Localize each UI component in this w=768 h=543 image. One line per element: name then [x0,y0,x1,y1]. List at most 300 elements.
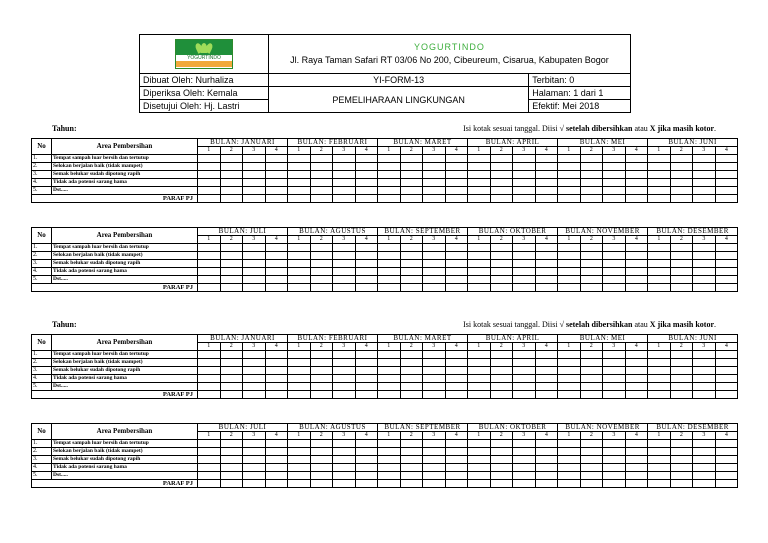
check-cell[interactable] [490,359,513,367]
paraf-cell[interactable] [468,284,491,292]
check-cell[interactable] [490,179,513,187]
check-cell[interactable] [535,155,558,163]
check-cell[interactable] [535,464,558,472]
check-cell[interactable] [535,472,558,480]
check-cell[interactable] [715,276,738,284]
check-cell[interactable] [265,179,288,187]
check-cell[interactable] [490,456,513,464]
check-cell[interactable] [310,171,333,179]
check-cell[interactable] [220,252,243,260]
check-cell[interactable] [378,260,401,268]
check-cell[interactable] [535,163,558,171]
check-cell[interactable] [580,187,603,195]
check-cell[interactable] [648,276,671,284]
check-cell[interactable] [580,171,603,179]
check-cell[interactable] [445,260,468,268]
check-cell[interactable] [378,268,401,276]
check-cell[interactable] [355,252,378,260]
check-cell[interactable] [400,375,423,383]
check-cell[interactable] [693,464,716,472]
check-cell[interactable] [580,260,603,268]
check-cell[interactable] [310,448,333,456]
check-cell[interactable] [355,383,378,391]
check-cell[interactable] [468,456,491,464]
check-cell[interactable] [513,187,536,195]
check-cell[interactable] [693,440,716,448]
check-cell[interactable] [310,268,333,276]
paraf-cell[interactable] [693,284,716,292]
check-cell[interactable] [490,448,513,456]
check-cell[interactable] [693,448,716,456]
check-cell[interactable] [333,260,356,268]
check-cell[interactable] [265,276,288,284]
check-cell[interactable] [670,375,693,383]
paraf-cell[interactable] [243,391,266,399]
check-cell[interactable] [445,440,468,448]
check-cell[interactable] [603,187,626,195]
check-cell[interactable] [535,276,558,284]
check-cell[interactable] [333,472,356,480]
check-cell[interactable] [603,359,626,367]
paraf-cell[interactable] [333,480,356,488]
paraf-cell[interactable] [625,284,648,292]
check-cell[interactable] [445,456,468,464]
check-cell[interactable] [603,155,626,163]
paraf-cell[interactable] [693,391,716,399]
check-cell[interactable] [333,268,356,276]
check-cell[interactable] [400,252,423,260]
check-cell[interactable] [670,163,693,171]
paraf-cell[interactable] [625,391,648,399]
check-cell[interactable] [243,260,266,268]
paraf-cell[interactable] [288,284,311,292]
check-cell[interactable] [648,171,671,179]
check-cell[interactable] [513,163,536,171]
check-cell[interactable] [535,244,558,252]
check-cell[interactable] [580,367,603,375]
check-cell[interactable] [693,179,716,187]
check-cell[interactable] [310,359,333,367]
check-cell[interactable] [603,276,626,284]
paraf-cell[interactable] [670,480,693,488]
paraf-cell[interactable] [445,480,468,488]
paraf-cell[interactable] [670,195,693,203]
paraf-cell[interactable] [355,391,378,399]
check-cell[interactable] [670,367,693,375]
check-cell[interactable] [400,464,423,472]
check-cell[interactable] [220,383,243,391]
check-cell[interactable] [693,260,716,268]
check-cell[interactable] [198,440,221,448]
paraf-cell[interactable] [648,480,671,488]
check-cell[interactable] [490,351,513,359]
check-cell[interactable] [310,464,333,472]
paraf-cell[interactable] [513,480,536,488]
check-cell[interactable] [333,155,356,163]
check-cell[interactable] [265,260,288,268]
check-cell[interactable] [490,187,513,195]
check-cell[interactable] [625,440,648,448]
check-cell[interactable] [535,440,558,448]
check-cell[interactable] [490,367,513,375]
check-cell[interactable] [400,268,423,276]
check-cell[interactable] [468,383,491,391]
paraf-cell[interactable] [355,284,378,292]
check-cell[interactable] [378,187,401,195]
paraf-cell[interactable] [580,195,603,203]
check-cell[interactable] [625,456,648,464]
check-cell[interactable] [265,252,288,260]
check-cell[interactable] [625,268,648,276]
check-cell[interactable] [603,464,626,472]
check-cell[interactable] [648,383,671,391]
check-cell[interactable] [378,276,401,284]
check-cell[interactable] [535,367,558,375]
check-cell[interactable] [670,252,693,260]
check-cell[interactable] [625,383,648,391]
check-cell[interactable] [288,375,311,383]
paraf-cell[interactable] [378,480,401,488]
check-cell[interactable] [670,260,693,268]
check-cell[interactable] [220,171,243,179]
check-cell[interactable] [423,187,446,195]
check-cell[interactable] [400,179,423,187]
check-cell[interactable] [265,155,288,163]
check-cell[interactable] [423,252,446,260]
check-cell[interactable] [355,187,378,195]
paraf-cell[interactable] [693,195,716,203]
check-cell[interactable] [558,163,581,171]
paraf-cell[interactable] [378,391,401,399]
check-cell[interactable] [625,375,648,383]
paraf-cell[interactable] [490,480,513,488]
paraf-cell[interactable] [513,195,536,203]
check-cell[interactable] [490,252,513,260]
check-cell[interactable] [378,163,401,171]
paraf-cell[interactable] [265,195,288,203]
check-cell[interactable] [558,383,581,391]
check-cell[interactable] [535,171,558,179]
check-cell[interactable] [670,171,693,179]
check-cell[interactable] [670,276,693,284]
check-cell[interactable] [400,276,423,284]
check-cell[interactable] [535,260,558,268]
check-cell[interactable] [625,367,648,375]
check-cell[interactable] [580,440,603,448]
check-cell[interactable] [288,456,311,464]
check-cell[interactable] [670,187,693,195]
check-cell[interactable] [445,163,468,171]
check-cell[interactable] [423,472,446,480]
check-cell[interactable] [693,244,716,252]
check-cell[interactable] [445,179,468,187]
paraf-cell[interactable] [400,195,423,203]
check-cell[interactable] [445,171,468,179]
check-cell[interactable] [310,244,333,252]
check-cell[interactable] [265,383,288,391]
check-cell[interactable] [715,456,738,464]
check-cell[interactable] [580,456,603,464]
check-cell[interactable] [693,359,716,367]
check-cell[interactable] [265,472,288,480]
check-cell[interactable] [243,383,266,391]
check-cell[interactable] [288,163,311,171]
paraf-cell[interactable] [535,480,558,488]
check-cell[interactable] [468,351,491,359]
check-cell[interactable] [670,448,693,456]
check-cell[interactable] [400,187,423,195]
check-cell[interactable] [333,440,356,448]
check-cell[interactable] [603,351,626,359]
check-cell[interactable] [243,440,266,448]
check-cell[interactable] [603,179,626,187]
paraf-cell[interactable] [558,391,581,399]
check-cell[interactable] [355,375,378,383]
check-cell[interactable] [243,375,266,383]
check-cell[interactable] [580,276,603,284]
check-cell[interactable] [490,375,513,383]
check-cell[interactable] [648,440,671,448]
check-cell[interactable] [220,260,243,268]
paraf-cell[interactable] [603,480,626,488]
check-cell[interactable] [288,448,311,456]
check-cell[interactable] [468,375,491,383]
check-cell[interactable] [355,351,378,359]
check-cell[interactable] [468,163,491,171]
check-cell[interactable] [693,171,716,179]
paraf-cell[interactable] [355,480,378,488]
check-cell[interactable] [265,171,288,179]
check-cell[interactable] [333,179,356,187]
check-cell[interactable] [558,244,581,252]
check-cell[interactable] [648,155,671,163]
check-cell[interactable] [490,171,513,179]
check-cell[interactable] [355,260,378,268]
check-cell[interactable] [198,359,221,367]
check-cell[interactable] [355,472,378,480]
check-cell[interactable] [400,171,423,179]
check-cell[interactable] [220,351,243,359]
check-cell[interactable] [220,187,243,195]
check-cell[interactable] [513,276,536,284]
check-cell[interactable] [625,163,648,171]
check-cell[interactable] [198,456,221,464]
check-cell[interactable] [468,244,491,252]
paraf-cell[interactable] [580,391,603,399]
check-cell[interactable] [378,351,401,359]
check-cell[interactable] [670,383,693,391]
check-cell[interactable] [243,244,266,252]
check-cell[interactable] [693,351,716,359]
check-cell[interactable] [558,179,581,187]
check-cell[interactable] [513,367,536,375]
check-cell[interactable] [400,448,423,456]
check-cell[interactable] [513,179,536,187]
check-cell[interactable] [535,351,558,359]
check-cell[interactable] [445,244,468,252]
check-cell[interactable] [198,464,221,472]
check-cell[interactable] [288,383,311,391]
paraf-cell[interactable] [423,195,446,203]
paraf-cell[interactable] [310,480,333,488]
check-cell[interactable] [693,276,716,284]
check-cell[interactable] [423,383,446,391]
check-cell[interactable] [558,448,581,456]
check-cell[interactable] [513,171,536,179]
check-cell[interactable] [513,268,536,276]
check-cell[interactable] [198,375,221,383]
check-cell[interactable] [580,252,603,260]
check-cell[interactable] [310,472,333,480]
check-cell[interactable] [625,448,648,456]
check-cell[interactable] [580,448,603,456]
check-cell[interactable] [288,252,311,260]
check-cell[interactable] [648,351,671,359]
paraf-cell[interactable] [558,195,581,203]
check-cell[interactable] [445,351,468,359]
check-cell[interactable] [198,383,221,391]
check-cell[interactable] [198,276,221,284]
check-cell[interactable] [580,244,603,252]
check-cell[interactable] [288,359,311,367]
check-cell[interactable] [243,367,266,375]
paraf-cell[interactable] [670,391,693,399]
check-cell[interactable] [243,268,266,276]
check-cell[interactable] [558,171,581,179]
check-cell[interactable] [603,268,626,276]
paraf-cell[interactable] [625,195,648,203]
check-cell[interactable] [310,276,333,284]
paraf-cell[interactable] [535,195,558,203]
check-cell[interactable] [535,252,558,260]
check-cell[interactable] [423,155,446,163]
check-cell[interactable] [513,375,536,383]
check-cell[interactable] [468,440,491,448]
check-cell[interactable] [468,464,491,472]
check-cell[interactable] [198,163,221,171]
paraf-cell[interactable] [400,391,423,399]
check-cell[interactable] [513,464,536,472]
check-cell[interactable] [648,448,671,456]
check-cell[interactable] [400,383,423,391]
paraf-cell[interactable] [490,284,513,292]
check-cell[interactable] [355,163,378,171]
check-cell[interactable] [220,448,243,456]
check-cell[interactable] [333,359,356,367]
paraf-cell[interactable] [648,391,671,399]
paraf-cell[interactable] [535,391,558,399]
check-cell[interactable] [243,472,266,480]
check-cell[interactable] [378,359,401,367]
check-cell[interactable] [423,171,446,179]
check-cell[interactable] [288,440,311,448]
paraf-cell[interactable] [243,480,266,488]
check-cell[interactable] [715,367,738,375]
check-cell[interactable] [558,268,581,276]
check-cell[interactable] [558,440,581,448]
check-cell[interactable] [333,187,356,195]
check-cell[interactable] [468,187,491,195]
paraf-cell[interactable] [333,195,356,203]
check-cell[interactable] [355,367,378,375]
check-cell[interactable] [355,171,378,179]
check-cell[interactable] [693,268,716,276]
check-cell[interactable] [445,367,468,375]
check-cell[interactable] [535,448,558,456]
check-cell[interactable] [715,155,738,163]
paraf-cell[interactable] [580,284,603,292]
check-cell[interactable] [558,464,581,472]
check-cell[interactable] [288,244,311,252]
check-cell[interactable] [558,187,581,195]
check-cell[interactable] [423,244,446,252]
check-cell[interactable] [310,440,333,448]
check-cell[interactable] [400,163,423,171]
check-cell[interactable] [490,244,513,252]
paraf-cell[interactable] [625,480,648,488]
check-cell[interactable] [198,260,221,268]
check-cell[interactable] [558,252,581,260]
check-cell[interactable] [648,375,671,383]
paraf-cell[interactable] [715,391,738,399]
check-cell[interactable] [333,252,356,260]
check-cell[interactable] [648,244,671,252]
check-cell[interactable] [378,456,401,464]
check-cell[interactable] [310,252,333,260]
check-cell[interactable] [243,171,266,179]
paraf-cell[interactable] [378,195,401,203]
check-cell[interactable] [288,472,311,480]
check-cell[interactable] [603,367,626,375]
check-cell[interactable] [378,252,401,260]
check-cell[interactable] [310,187,333,195]
check-cell[interactable] [333,163,356,171]
paraf-cell[interactable] [423,284,446,292]
check-cell[interactable] [580,383,603,391]
paraf-cell[interactable] [288,391,311,399]
check-cell[interactable] [243,155,266,163]
check-cell[interactable] [243,359,266,367]
check-cell[interactable] [400,367,423,375]
check-cell[interactable] [310,367,333,375]
check-cell[interactable] [288,155,311,163]
check-cell[interactable] [670,359,693,367]
check-cell[interactable] [535,375,558,383]
check-cell[interactable] [265,351,288,359]
check-cell[interactable] [625,252,648,260]
check-cell[interactable] [400,260,423,268]
paraf-cell[interactable] [310,284,333,292]
check-cell[interactable] [445,187,468,195]
check-cell[interactable] [310,179,333,187]
check-cell[interactable] [580,375,603,383]
paraf-cell[interactable] [423,391,446,399]
check-cell[interactable] [288,367,311,375]
check-cell[interactable] [423,464,446,472]
check-cell[interactable] [490,155,513,163]
check-cell[interactable] [220,367,243,375]
check-cell[interactable] [333,464,356,472]
check-cell[interactable] [288,260,311,268]
check-cell[interactable] [423,179,446,187]
check-cell[interactable] [648,472,671,480]
check-cell[interactable] [445,268,468,276]
check-cell[interactable] [468,179,491,187]
check-cell[interactable] [580,179,603,187]
check-cell[interactable] [333,383,356,391]
check-cell[interactable] [310,456,333,464]
check-cell[interactable] [400,440,423,448]
